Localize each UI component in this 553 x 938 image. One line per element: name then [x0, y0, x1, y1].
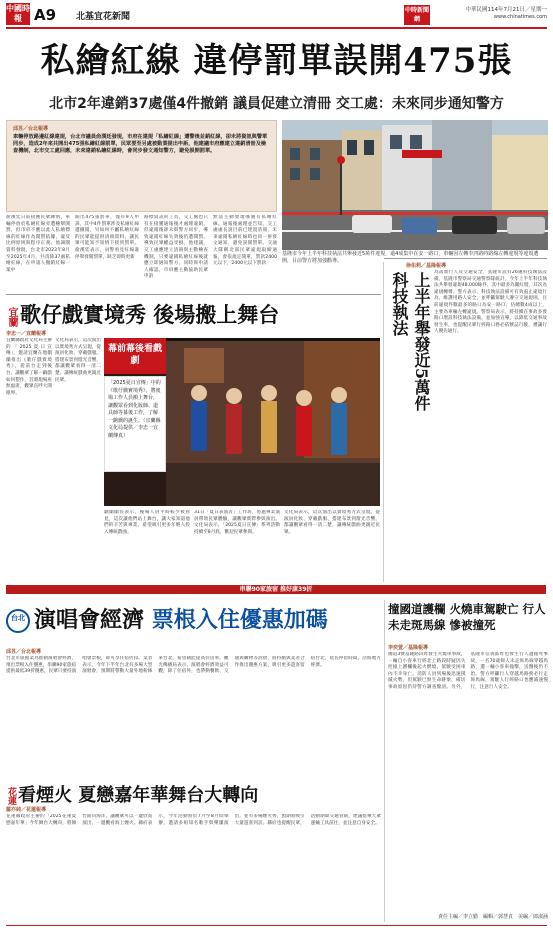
opera-divider — [6, 294, 381, 295]
crash-title: 撞國道護欄 火燒車駕駛亡 行人未走斑馬線 慘被撞死 — [388, 602, 546, 632]
header-rule — [6, 27, 547, 29]
smoke-body: 花蓮縣政府主辦的「2025花蓮夏戀嘉年華」今年舞台大轉向，將舞台面向海洋，讓觀眾可以一邊欣賞演出，一邊觀看海上煙火。縣府表示，今年活動將於7月至8月間舉辦，邀請多組知名歌手與樂團演出，並有多場煙火秀，預期將吸引大量遊客到訪。縣府也提醒民眾，活動期間交通管制，建議搭乘大眾運輸工具前往，並注意自身安全。 — [6, 814, 381, 826]
sci-divider — [384, 258, 547, 259]
concert-title-b: 票根入住優惠加碼 — [151, 607, 328, 633]
sci-body: 為落實行人及交通安全，基隆市設有26處科技執法設備，基隆市警察局交通警察隊統計，今年上半年科技執法共舉發違規48,000餘件，其中最多為闖紅燈，其次為違規轉彎。警方表示，科技執法設備可有效遏止違規行為，維護用路人安全，並呼籲駕駛人遵守交通規則。目前違規件數最多的路口為安一路口，佔總數4成以上，主要為車輛左轉違規。警察局表示，將持續在事故多發路口增設科技執法設備，並加強宣導，以降低交通事故發生率，也提醒民眾行經路口務必依號誌行駛，禮讓行人優先通行。 — [434, 270, 547, 335]
smoke-author: 羅亦純／花蓮報導 — [6, 807, 47, 813]
newspaper-logo: 中國時報 — [6, 4, 30, 23]
main-col-3: 路標資訊的工具，交工處也只有在接獲通報後才處理違銷，但違銷後卻未與警方同步，導致違銷紅線失效後仍遭開罰，導致民眾權益受損。他建議，交工處應建立清冊與主動檢查機制，只要違銷私繪紅線後就應立即通知警方，同時與申請人確認，市府應主動協助民眾申訴 — [144, 215, 208, 280]
opera-badge: 幕前幕後看戲劇 — [104, 338, 166, 374]
page-number: A9 — [34, 6, 57, 24]
crash-body: 國道3號基隆路段昨發生火燒車事故，一輛自小客車行經北上路段時疑因失控撞上護欄後起火燃燒，駕駛受困車內不幸身亡。消防人員到場後迅速撲滅火勢，但駕駛已無生命跡象，確切事故原因仍待警方調查釐清。另外，基隆市信義區昨也發生行人遭撞死事故，一名70歲婦人未走斑馬線穿越馬路，遭一輛小客車撞擊，送醫後仍不治。警方呼籲行人穿越馬路務必行走斑馬線，駕駛人行經路口也應減速慢行，注意行人安全。 — [388, 652, 548, 690]
opera-col-3: 劇團團長表示，後場人員平時較少被看見，這次讓他們站上舞台，讓大家知道他們的辛苦與專業，希望吸引更多年輕人投入傳統戲曲。 — [104, 510, 190, 535]
opera-col-2: 文化局表示，這次演出以實境秀方式呈現，從演員化妝、穿戴戲服、搭建布景到燈光音響，都讓觀眾看得一清二楚，讓傳統戲曲更親近民眾。 — [55, 338, 101, 383]
main-subhead: 北市2年違銷37處僅4件撤銷 議員促建立清冊 交工處：未來同步通知警方 — [49, 96, 504, 112]
smoke-headline: 看煙火 夏戀嘉年華舞台大轉向 — [18, 785, 259, 806]
concert-author: 邱昱／台北報導 — [6, 649, 42, 655]
main-col-1: 俞漢廷日前接獲民眾陳情，車輛停放於私繪紅線旁遭檢舉開罰，但市府不應以此人私繪標線的紅線作為開罰依據，違反比例原則與程序正義。他調閱資料發現，台北市2023年8月至2025年4月，共清除37處私繪紅線，在申請人撤銷紅線一案中 — [6, 215, 70, 273]
concert-body: 台北市旅館業為推動演唱會經濟，推出票根入住優惠，串聯90家旅宿提供最低39折優惠，民眾只要持演唱會票根，即可享住宿折扣。業者表示，今年下半年台北有多場大型演唱會，預期將帶動大量外地粉絲來台北，希望藉此提高住房率。觀光傳播局表示，演唱會經濟效益可觀，除了住宿外，也帶動餐飲、交通與購物等消費，將持續與業者合作推出優惠方案，吸引更多遊客留宿台北，延長停留時間，活絡地方經濟。 — [6, 656, 381, 675]
concert-title — [6, 603, 381, 634]
issue-date: 中華民國114年7月21日／星期一 — [465, 7, 547, 13]
opera-headline: 歌仔戲實境秀 後場搬上舞台 — [20, 302, 280, 327]
smoke-title — [6, 781, 381, 807]
concert-tag: 台北 — [6, 609, 30, 633]
lead-author: 邱昱／台北報導 — [13, 126, 49, 132]
main-headline: 私繪紅線 違停罰單誤開475張 — [40, 41, 513, 81]
sci-title-1: 科技執法 — [390, 272, 409, 336]
opera-col-5: 文化局表示，這次演出以實境秀方式呈現，從演員化妝、穿戴戲服、搭建布景到燈光音響，都讓觀眾看得一清二楚，讓傳統戲曲更親近民眾。 — [284, 510, 380, 535]
opera-title — [6, 299, 381, 329]
section-name: 北基宜花新聞 — [76, 12, 131, 22]
opera-author: 李忠一／宜蘭報導 — [6, 331, 47, 337]
lead-box — [6, 120, 277, 212]
lead-text: 車輛停放路邊紅線違規，台北市議員俞漢廷發現，市府在違規「私繪紅線」遭警後並銷紅線，卻未將資訊與警單同步，造成2年來共開出475張私繪紅線罰單，民眾要至另處被動業提出申訴，他建議市府應建立違銷清冊及檢查機制，北市交工處回應，未來違銷私繪紅線時，會同步發文通知警方，避免誤開罰單。 — [13, 134, 268, 155]
main-col-2: 開出475張罰單，僅有9人申訴，其中4件罰單涉及私繪紅線遭撤銷，另如何不屬私繪紅線的民眾能提供清冊資料，讓民眾可能知不知情下接到罰單。俞漢廷表示，員警看見紅線違停舉發開罰單，缺乏即時更新 — [75, 215, 139, 260]
concert-title-a: 演唱會經濟 — [34, 607, 145, 633]
opera-kicker: 宜蘭 — [6, 306, 17, 327]
sci-author: 徐佑莉／基隆報導 — [406, 263, 447, 269]
street-photo — [282, 120, 548, 250]
smoke-kicker: 花蓮 — [6, 787, 16, 805]
page-credits: 責任主編／李立勤 編輯／郭慧貞 美編／郎淑涵 — [437, 914, 548, 920]
opera-col-4: 31日「夏日表演者」工作坊，將邀專業演員帶領民眾體驗，讓觀眾實際參與演出。文化局表示，「2025夏日宣傳」系列活動持續至8月底，歡迎民眾參與。 — [194, 510, 280, 535]
crash-author: 李奕萱／基隆報導 — [388, 645, 429, 651]
column-divider-lower — [384, 600, 385, 922]
section-banner: 串聯90家旅宿 推好康39折 — [6, 585, 546, 594]
column-divider — [383, 262, 384, 582]
opera-col-1: 宜蘭縣政府文化局主辦的「2025夏日宣傳」，邀請宜蘭在地劇團推出《歌仔戲實境秀》，從前台走到後台，讓觀眾了解一齣戲如何製作，首週現場座無虛席，觀眾直呼大開眼界。 — [6, 338, 52, 396]
opera-photo-caption: 「2025夏日宣傳」中的《歌仔戲實境秀》，將後場工作人員搬上舞台，讓觀眾看到化妝師、道具師等幕後工作，了解一齣戲的誕生。（宜蘭縣文化局提供／李忠一宜蘭傳真） — [104, 376, 166, 472]
street-photo-caption: 基隆市今年上半年科技執法共舉發近5萬件違規，逾4成集中在安一路口，車輛因左轉李四路時路線左轉違規等違規遭開，目前警方將加強勸導。 — [282, 251, 539, 264]
brand-logo: 中時新聞網 — [404, 7, 429, 23]
main-col-4: 無法主動發現哪處有私繪紅線，通報後處理並告知，交工處處長說目前已建置清冊，未來違銷私繪紅線時也同一併發文通知，避免誤開罰單。交通大隊稱北部民眾違規取締通報，會依規定開單，罰款2400元以下，2400元以下罰款 — [213, 215, 277, 267]
site-url: www.chinatimes.com — [493, 14, 547, 20]
sci-title-2: 上半年舉發近5萬件 — [412, 272, 431, 412]
footer-rule — [6, 925, 547, 926]
